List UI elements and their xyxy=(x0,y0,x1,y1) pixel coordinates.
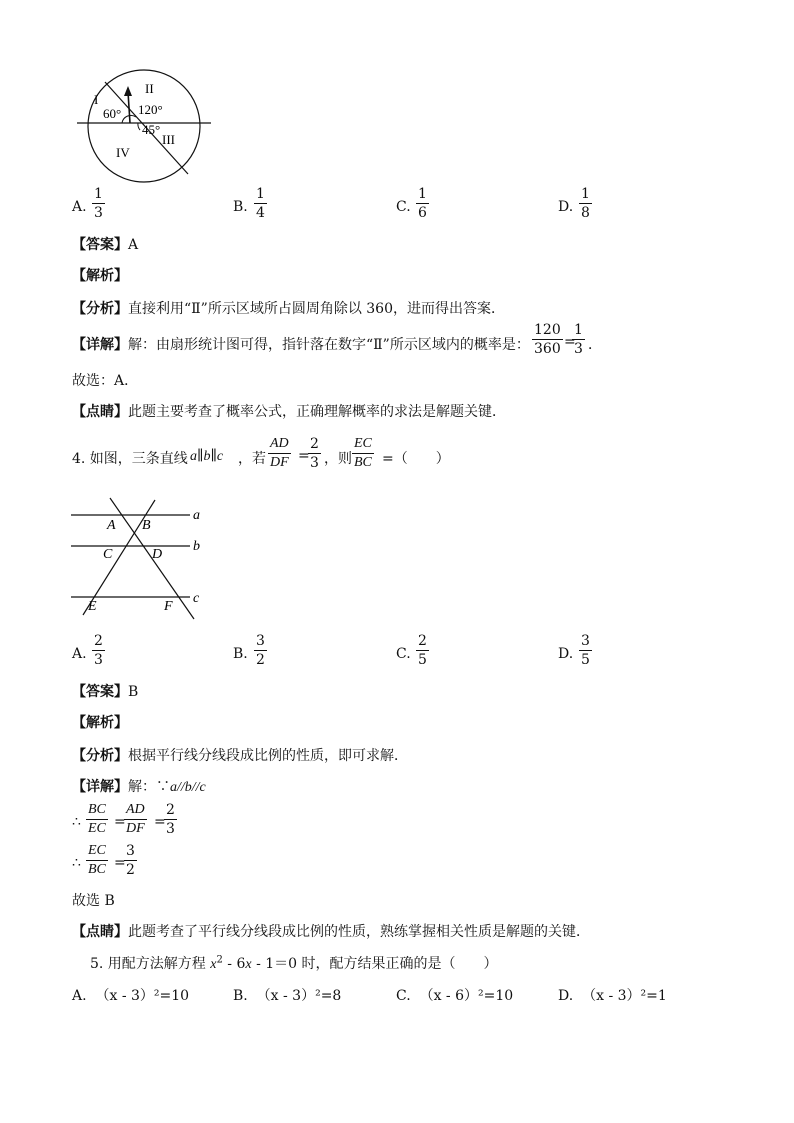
denominator: BC xyxy=(88,862,106,877)
denominator: 2 xyxy=(126,862,135,878)
option-letter: C. xyxy=(396,646,411,662)
denominator: BC xyxy=(354,455,372,470)
option-text: （x - 3）²=10 xyxy=(95,988,190,1004)
denominator: 360 xyxy=(534,341,561,357)
q4-stem-lines: a∥b∥c xyxy=(190,449,224,464)
angle-label: 45° xyxy=(142,122,161,137)
denominator: 3 xyxy=(94,652,103,668)
option-fraction xyxy=(579,633,592,668)
period: ． xyxy=(588,337,602,353)
parallel-lines-figure xyxy=(66,494,216,622)
angle-label: 60° xyxy=(103,106,122,121)
numerator: 3 xyxy=(581,633,590,649)
region-label: III xyxy=(162,132,175,147)
numerator: 1 xyxy=(418,186,427,202)
option-fraction xyxy=(92,633,105,668)
q5-stem-prefix: 5. 用配方法解方程 xyxy=(90,956,211,972)
denominator: 2 xyxy=(256,652,265,668)
numerator: EC xyxy=(88,843,106,858)
xiangjie-lines: a//b//c xyxy=(170,780,206,795)
q5-stem-rest2: - 1＝0 时，配方结果正确的是（ ） xyxy=(251,956,498,972)
angle-arc xyxy=(138,123,140,130)
dianjing-label: 【点睛】 xyxy=(72,404,128,420)
therefore-sign: ∴ xyxy=(72,814,81,830)
ratio-bc-ec xyxy=(86,802,108,837)
point-label: F xyxy=(164,599,173,614)
xiangjie-line xyxy=(72,334,530,354)
numerator: 3 xyxy=(256,633,265,649)
option-letter: A. xyxy=(72,646,87,662)
xiangjie-label: 【详解】 xyxy=(72,779,128,795)
option-letter: D. xyxy=(558,646,574,662)
therefore-sign: ∴ xyxy=(72,855,81,871)
dianjing-text: 此题主要考查了概率公式，正确理解概率的求法是解题关键． xyxy=(128,404,506,420)
line-label: c xyxy=(193,591,200,606)
answer-line xyxy=(72,234,138,254)
numerator: BC xyxy=(88,802,106,817)
fenxi-line xyxy=(72,745,408,765)
choose-line: 故选：A． xyxy=(72,373,139,389)
option-fraction xyxy=(254,633,267,668)
denominator: 5 xyxy=(418,652,427,668)
ratio-ec-bc xyxy=(352,436,374,471)
analysis-label: 【解析】 xyxy=(72,715,128,731)
denominator: 4 xyxy=(256,205,265,221)
option-letter: B. xyxy=(233,199,248,215)
numerator: 2 xyxy=(166,802,175,818)
probability-fraction xyxy=(532,322,563,357)
option-fraction xyxy=(579,186,592,221)
q5-option xyxy=(233,985,341,1005)
spinner-pointer xyxy=(128,92,130,123)
variable-x: x xyxy=(210,957,217,972)
denominator: 8 xyxy=(581,205,590,221)
ratio-ad-df xyxy=(268,436,291,471)
fenxi-label: 【分析】 xyxy=(72,301,128,317)
denominator: DF xyxy=(270,455,289,470)
equals-sign: = xyxy=(564,334,576,350)
spinner-figure xyxy=(70,68,220,186)
xiangjie-label: 【详解】 xyxy=(72,337,128,353)
numerator: 2 xyxy=(310,436,319,452)
pointer-arrow-icon xyxy=(124,86,132,96)
xiangjie-text: 解：由扇形统计图可得，指针落在数字“Ⅱ”所示区域内的概率是： xyxy=(128,337,530,353)
option-letter: B. xyxy=(233,988,248,1004)
q5-stem-rest: - 6 xyxy=(222,956,246,972)
region-label: IV xyxy=(116,145,130,160)
angle-label: 120° xyxy=(138,102,163,117)
point-label: E xyxy=(88,599,97,614)
exponent: 2 xyxy=(216,954,223,966)
ratio-ad-df xyxy=(124,802,147,837)
point-label: B xyxy=(142,518,151,533)
point-label: D xyxy=(152,547,163,562)
point-label: C xyxy=(103,547,113,562)
option-text: （x - 3）²=8 xyxy=(256,988,342,1004)
q5-stem xyxy=(90,953,498,973)
region-label: II xyxy=(145,81,154,96)
ratio-value xyxy=(164,802,177,837)
xiangjie-line xyxy=(72,776,206,796)
dianjing-label: 【点睛】 xyxy=(72,924,128,940)
fenxi-text: 根据平行线分线段成比例的性质，即可求解． xyxy=(128,748,408,764)
answer-value: A xyxy=(128,237,139,253)
equals-sign: = xyxy=(154,814,166,830)
numerator: AD xyxy=(126,802,145,817)
analysis-label: 【解析】 xyxy=(72,268,128,284)
equals-sign: = xyxy=(114,814,126,830)
q5-option xyxy=(558,985,667,1005)
fenxi-label: 【分析】 xyxy=(72,748,128,764)
numerator: EC xyxy=(354,436,372,451)
ratio-ec-bc xyxy=(86,843,108,878)
numerator: 120 xyxy=(534,322,561,338)
line-label: b xyxy=(193,539,200,554)
option-letter: C. xyxy=(396,199,411,215)
numerator: 3 xyxy=(126,843,135,859)
q4-stem-prefix: 4. 如图，三条直线 xyxy=(72,451,188,467)
answer-label: 【答案】 xyxy=(72,684,128,700)
ratio-value xyxy=(308,436,321,471)
denominator: 3 xyxy=(166,821,175,837)
numerator: 1 xyxy=(256,186,265,202)
option-letter: A. xyxy=(72,199,87,215)
q4-stem-suffix: =（ ） xyxy=(382,451,450,467)
option-fraction xyxy=(416,633,429,668)
q4-stem-ze: ，则 xyxy=(324,451,352,467)
dianjing-line xyxy=(72,921,590,941)
numerator: 1 xyxy=(581,186,590,202)
option-text: （x - 3）²=1 xyxy=(582,988,667,1004)
denominator: DF xyxy=(126,821,145,836)
option-text: （x - 6）²=10 xyxy=(419,988,514,1004)
numerator: 2 xyxy=(94,633,103,649)
point-label: A xyxy=(107,518,116,533)
dianjing-text: 此题考查了平行线分线段成比例的性质，熟练掌握相关性质是解题的关键． xyxy=(128,924,590,940)
variable-x: x xyxy=(245,957,252,972)
ratio-value xyxy=(124,843,137,878)
option-letter: D. xyxy=(558,199,574,215)
option-fraction xyxy=(254,186,267,221)
numerator: 1 xyxy=(94,186,103,202)
option-letter: C. xyxy=(396,988,411,1004)
equals-sign: = xyxy=(114,855,126,871)
answer-line xyxy=(72,681,138,701)
choose-line: 故选 B xyxy=(72,893,115,909)
q4-stem-ruo: ，若 xyxy=(238,451,266,467)
dianjing-line xyxy=(72,401,506,421)
answer-label: 【答案】 xyxy=(72,237,128,253)
line-label: a xyxy=(193,508,200,523)
denominator: 5 xyxy=(581,652,590,668)
region-label: I xyxy=(94,92,99,107)
equals-sign: = xyxy=(298,448,310,464)
numerator: 1 xyxy=(574,322,583,338)
option-letter: D. xyxy=(558,988,574,1004)
option-letter: A. xyxy=(72,988,87,1004)
option-fraction xyxy=(416,186,429,221)
probability-result-fraction xyxy=(572,322,585,357)
denominator: 3 xyxy=(94,205,103,221)
q5-option xyxy=(72,985,189,1005)
denominator: 6 xyxy=(418,205,427,221)
xiangjie-text: 解：∵ xyxy=(128,779,170,795)
answer-value: B xyxy=(128,684,139,700)
option-letter: B. xyxy=(233,646,248,662)
denominator: EC xyxy=(88,821,106,836)
option-fraction xyxy=(92,186,105,221)
q5-option xyxy=(396,985,513,1005)
denominator: 3 xyxy=(310,455,319,471)
fenxi-text: 直接利用“Ⅱ”所示区域所占圆周角除以 360，进而得出答案． xyxy=(128,301,506,317)
numerator: 2 xyxy=(418,633,427,649)
denominator: 3 xyxy=(574,341,583,357)
fenxi-line xyxy=(72,298,505,318)
numerator: AD xyxy=(270,436,289,451)
